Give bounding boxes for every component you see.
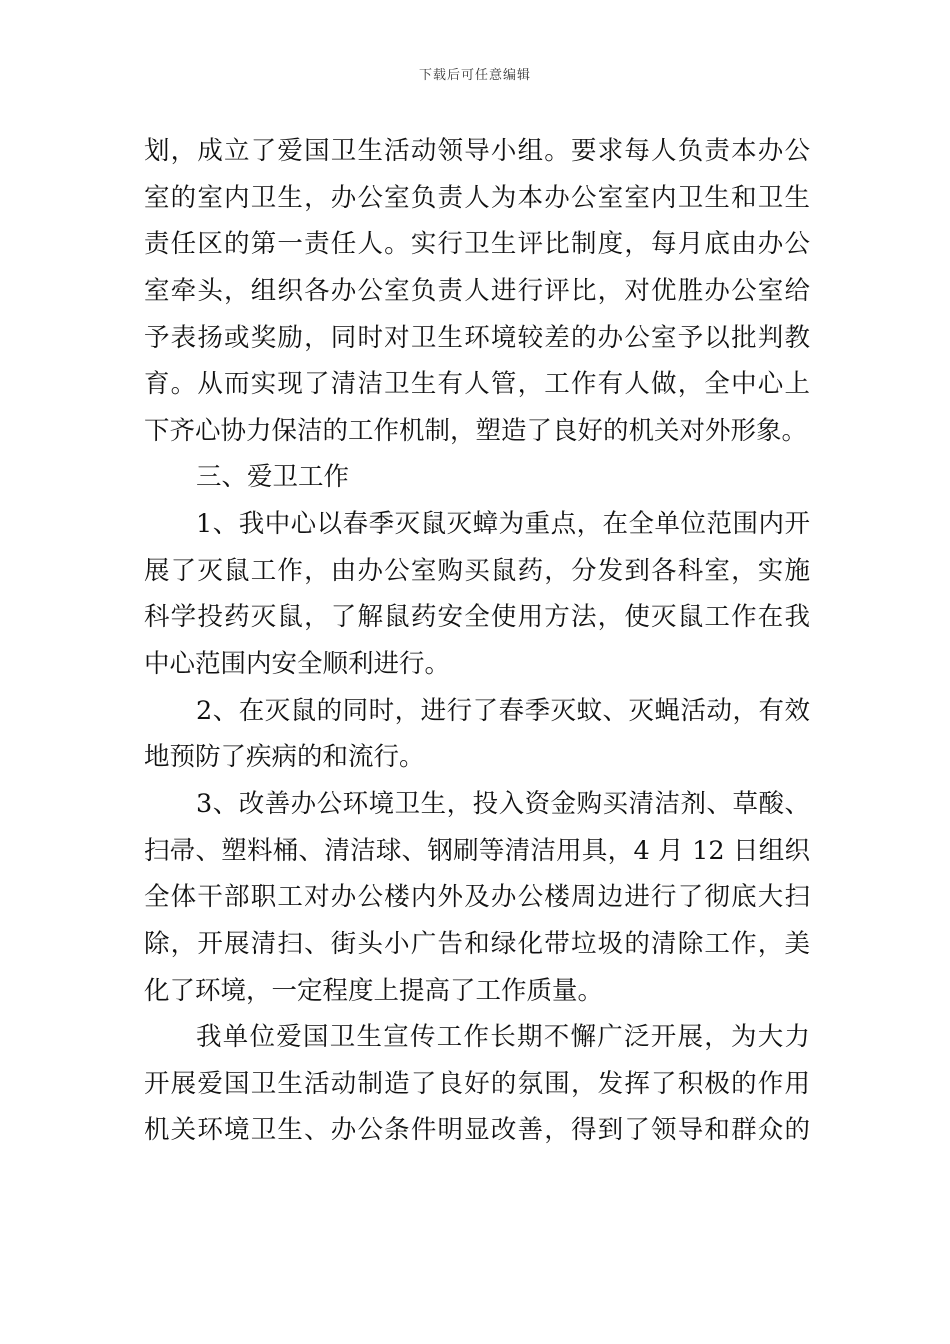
text-line: 科学投药灭鼠，了解鼠药安全使用方法，使灭鼠工作在我: [144, 602, 810, 633]
text-line: 除，开展清扫、街头小广告和绿化带垃圾的清除工作，美: [144, 928, 810, 959]
text-line: 地预防了疾病的和流行。: [144, 742, 425, 773]
text-line: 机关环境卫生、办公条件明显改善，得到了领导和群众的: [144, 1115, 810, 1146]
text-line: 中心范围内安全顺利进行。: [144, 649, 451, 680]
text-line: 责任区的第一责任人。实行卫生评比制度，每月底由办公: [144, 229, 810, 260]
text-line: 室的室内卫生，办公室负责人为本办公室室内卫生和卫生: [144, 182, 810, 213]
text-line: 化了环境，一定程度上提高了工作质量。: [144, 975, 604, 1006]
text-line: 三、爱卫工作: [196, 462, 350, 493]
text-line: 全体干部职工对办公楼内外及办公楼周边进行了彻底大扫: [144, 882, 810, 913]
text-line: 扫帚、塑料桶、清洁球、钢刷等清洁用具，4 月 12 日组织: [144, 835, 810, 866]
text-line: 我单位爱国卫生宣传工作长期不懈广泛开展，为大力: [196, 1022, 810, 1053]
text-line: 开展爱国卫生活动制造了良好的氛围，发挥了积极的作用: [144, 1068, 810, 1099]
text-line: 1、我中心以春季灭鼠灭蟑为重点，在全单位范围内开: [196, 509, 810, 540]
text-line: 3、改善办公环境卫生，投入资金购买清洁剂、草酸、: [196, 788, 810, 819]
text-line: 予表扬或奖励，同时对卫生环境较差的办公室予以批判教: [144, 322, 810, 353]
text-line: 室牵头，组织各办公室负责人进行评比，对优胜办公室给: [144, 275, 810, 306]
text-line: 下齐心协力保洁的工作机制，塑造了良好的机关对外形象。: [144, 415, 808, 446]
text-line: 育。从而实现了清洁卫生有人管，工作有人做，全中心上: [144, 369, 810, 400]
text-line: 划，成立了爱国卫生活动领导小组。要求每人负责本办公: [144, 136, 810, 166]
document-body: [144, 128, 810, 1154]
text-line: 2、在灭鼠的同时，进行了春季灭蚊、灭蝇活动，有效: [196, 695, 810, 726]
text-line: 展了灭鼠工作，由办公室购买鼠药，分发到各科室，实施: [144, 555, 810, 586]
header-note: 下载后可任意编辑: [418, 68, 531, 83]
